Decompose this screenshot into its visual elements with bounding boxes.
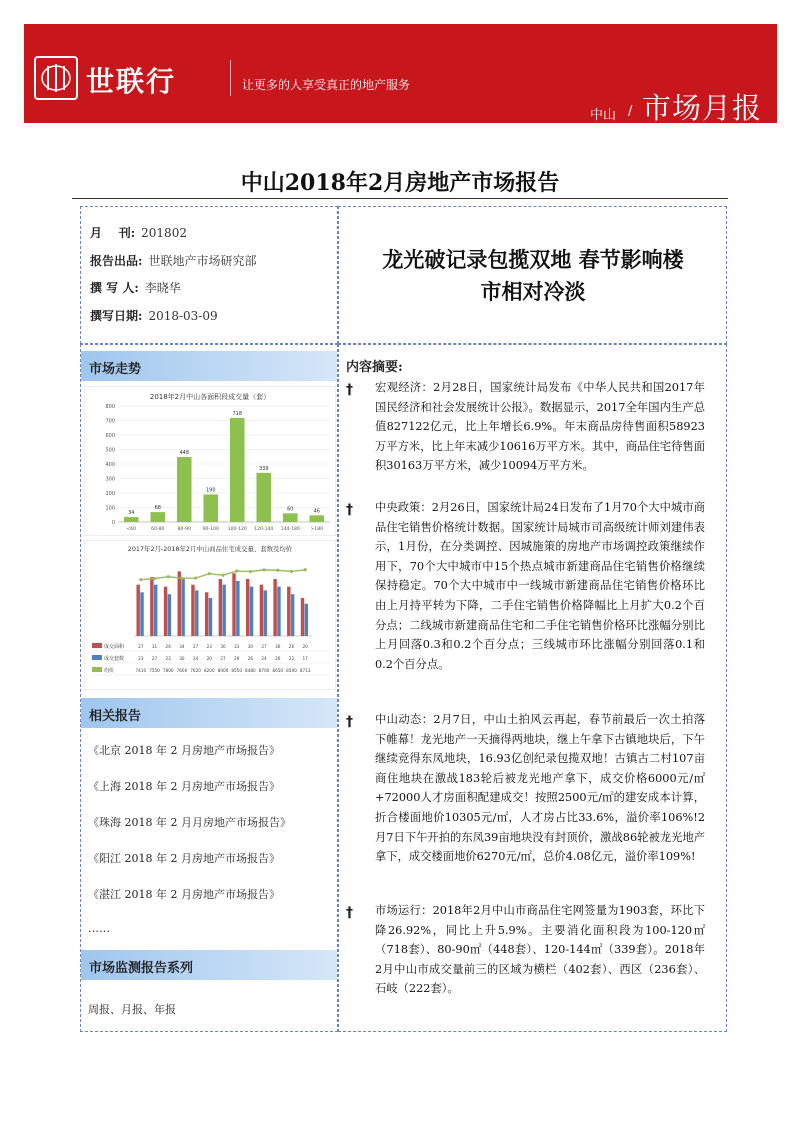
chart1-bar: [177, 457, 192, 522]
bullet-icon: †: [346, 382, 353, 398]
chart2-bar: [222, 585, 225, 636]
chart2-table-cell: 31: [151, 644, 158, 649]
bullet-icon: †: [346, 905, 353, 921]
chart1-data-label: 339: [258, 465, 269, 472]
chart2-legend-swatch: [92, 667, 102, 672]
chart2-table-cell: 26: [288, 644, 295, 649]
chart2-bar: [301, 598, 304, 636]
chart2-bar: [236, 581, 239, 636]
chart1-xtick: 60-80: [151, 527, 165, 532]
chart2-table-cell: 27: [261, 644, 267, 649]
chart2-table-cell: 27: [151, 656, 158, 661]
chart1-xtick: 100-120: [227, 527, 247, 532]
chart2-price-point: [208, 572, 211, 575]
chart2-bar: [181, 579, 184, 636]
chart2-price-point: [167, 575, 170, 578]
meta-date: [90, 307, 218, 324]
chart1-ytick: 0: [111, 520, 115, 526]
chart2-bar: [287, 587, 290, 636]
meta-issue-value: 201802: [141, 226, 187, 240]
chart2-table-cell: 34: [179, 644, 185, 649]
chart2-table-cell: 8713: [299, 668, 311, 673]
chart2-table-cell: 26: [275, 656, 281, 661]
chart1-xtick: 120-144: [254, 527, 274, 532]
bullet-icon: †: [346, 502, 353, 518]
monitor-series-items: 周报、月报、年报: [88, 1003, 176, 1016]
chart2-table-cell: 23: [206, 644, 212, 649]
chart2-price-point: [235, 569, 238, 572]
related-report-link[interactable]: 《上海 2018 年 2 月房地产市场报告》: [88, 780, 280, 793]
chart2-table-cell: 27: [192, 644, 199, 649]
chart2-legend-label: 均价: [104, 668, 115, 674]
report-title: 中山2018年2月房地产市场报告: [240, 170, 560, 196]
series-title: 市场月报: [642, 91, 763, 125]
meta-date-value: 2018-03-09: [148, 309, 218, 323]
section-monitor-series-label: 市场监测报告系列: [89, 961, 194, 976]
chart1-bar: [309, 515, 324, 522]
chart1-ytick: 600: [105, 433, 115, 439]
chart1-bar: [150, 512, 165, 522]
meta-issue: [90, 224, 187, 241]
chart2-table-cell: 22: [288, 656, 295, 661]
meta-author-label: 撰 写 人:: [90, 281, 139, 295]
chart2-price-point: [139, 578, 142, 581]
chart1-xtick: >180: [310, 527, 324, 532]
summary-macro: 宏观经济：2月28日，国家统计局发布《中华人民共和国2017年国民经济和社会发展统计公报》。数据显示，2017全年国内生产总值827122亿元，比上年增长6.9%。年末商品房待售面积58923万平方米，比上年末减少10616万平方米。其中，商品住宅待售面积30163万平方米，减少10094万平方米。: [375, 381, 705, 473]
summary-title: 内容摘要:: [346, 360, 403, 375]
chart1-ytick: 100: [105, 505, 115, 512]
chart1-bar: [283, 513, 298, 522]
chart2-table-cell: 27: [138, 644, 144, 649]
chart2-price-point: [221, 574, 224, 577]
chart2-table-cell: 7600: [176, 668, 188, 673]
meta-date-label: 撰写日期:: [90, 309, 143, 323]
brand-name: 世联行: [86, 65, 177, 98]
chart2-price-point: [249, 570, 252, 573]
chart2-table-cell: 20: [206, 656, 212, 661]
related-report-link[interactable]: 《湛江 2018 年 2 月房地产市场报告》: [88, 888, 280, 901]
chart2-bar: [219, 579, 222, 636]
chart1-data-label: 34: [128, 510, 135, 517]
chart2-bar: [277, 587, 280, 636]
chart1-xtick: 144-180: [280, 527, 300, 532]
chart2-table-cell: 8480: [245, 668, 256, 673]
chart2-table-cell: 7620: [190, 668, 201, 673]
chart2-price-point: [276, 569, 279, 572]
chart1-bar: [230, 418, 245, 522]
header-banner: [24, 24, 777, 123]
title-divider: [72, 198, 728, 199]
section-related-reports: [81, 698, 337, 728]
meta-publisher-label: 报告出品:: [90, 254, 143, 268]
chart2-price-point: [262, 568, 265, 571]
chart2-bar: [232, 573, 235, 636]
chart1-data-label: 68: [154, 505, 161, 512]
chart1-data-label: 46: [313, 508, 320, 515]
chart2-bar: [140, 592, 143, 636]
meta-author-value: 李晓华: [144, 281, 181, 295]
chart2-table-cell: 22: [165, 656, 171, 661]
chart2-table-cell: 20: [302, 644, 308, 649]
chart2-price-point: [180, 577, 183, 580]
chart2-bar: [209, 598, 212, 636]
meta-issue-label: 月 刊:: [90, 226, 136, 240]
chart1-bar: [124, 517, 139, 522]
chart2-table-cell: 26: [247, 656, 254, 661]
chart1-xtick: 80-90: [177, 527, 191, 532]
chart1-ytick: 700: [105, 418, 115, 425]
related-report-link[interactable]: 《阳江 2018 年 2 月房地产市场报告》: [88, 852, 280, 865]
chart2-bar: [136, 585, 139, 636]
chart1-data-label: 448: [179, 450, 190, 457]
bullet-icon: †: [346, 714, 353, 730]
meta-publisher-value: 世联地产市场研究部: [148, 254, 257, 268]
chart1-data-label: 60: [287, 506, 294, 513]
related-report-link[interactable]: 《珠海 2018 年 2 月月房地产市场报告》: [88, 816, 291, 829]
meta-author: [90, 279, 181, 296]
brand-divider: [230, 60, 231, 96]
chart2-bar: [250, 587, 253, 636]
chart2-bar: [291, 594, 294, 636]
chart1-title: 2018年2月中山各面积段成交量（套）: [149, 393, 271, 401]
chart1-data-label: 190: [205, 487, 216, 494]
chart2-bar: [164, 587, 167, 636]
chart2-price-point: [153, 577, 156, 580]
chart2-price-point: [304, 568, 307, 571]
chart2-legend-label: 成交套数: [104, 656, 125, 662]
chart2-table-cell: 8000: [217, 668, 229, 673]
chart1-bar: [203, 494, 218, 522]
meta-publisher: [90, 252, 256, 269]
chart2-table-cell: 23: [138, 656, 144, 661]
chart1-ytick: 800: [105, 404, 115, 410]
monthly-trend-chart: [84, 540, 336, 690]
related-ellipsis: ……: [88, 922, 110, 935]
chart2-bar: [264, 590, 267, 636]
chart1-bar: [256, 473, 271, 522]
area-segment-bar-chart: [84, 386, 336, 536]
chart2-table-cell: 24: [261, 656, 267, 661]
summary-market: 市场运行：2018年2月中山市商品住宅网签量为1903套，环比下降26.92%，同比上升5.9%。主要消化面积段为100-120㎡（718套）、80-90㎡（448套）、120-144㎡（339套）。2018年2月中山市成交量前三的区域为横栏（402套）、西区（236套）、石岐（222套）。: [375, 904, 705, 996]
chart2-bar: [273, 579, 276, 636]
chart2-table-cell: 7410: [135, 668, 147, 673]
headline-line-2: 市相对冷淡: [480, 280, 586, 304]
chart2-table-cell: 17: [302, 656, 308, 661]
brand-slogan: 让更多的人享受真正的地产服务: [242, 78, 411, 92]
chart2-table-cell: 7550: [149, 668, 160, 673]
chart2-bar: [191, 585, 194, 636]
city-tag: 中山: [590, 108, 617, 123]
chart1-ytick: 500: [105, 447, 115, 454]
chart2-table-cell: 30: [179, 656, 185, 661]
chart2-legend-swatch: [92, 655, 102, 660]
chart1-xtick: 90-100: [202, 527, 219, 532]
header-slash: /: [628, 104, 633, 119]
summary-policy: 中央政策：2月26日，国家统计局24日发布了1月70个大中城市商品住宅销售价格统计数据。国家统计局城市司高级统计师刘建伟表示，1月份，在分类调控、因城施策的房地产市场调控政策继续作用下，70个大中城市中15个热点城市新建商品住宅销售价格继续保持稳定。70个大中城市中一线城市新建商品住宅销售价格环比由上月持平转为下降，二手住宅销售价格降幅比上月扩大0.2个百分点；二线城市新建商品住宅和二手住宅销售价格环比涨幅分别比上月回落0.3和0.2个百分点；三线城市环比涨幅分别回落0.1和0.2个百分点。: [375, 501, 705, 671]
chart2-table-cell: 8700: [258, 668, 270, 673]
chart2-legend-label: 成交面积: [104, 644, 125, 650]
chart2-table-cell: 8500: [286, 668, 297, 673]
chart2-legend-swatch: [92, 643, 102, 648]
section-market-trend-label: 市场走势: [89, 362, 142, 377]
chart2-table-cell: 24: [192, 656, 199, 661]
summary-zhongshan: 中山动态：2月7日，中山土拍风云再起，春节前最后一次土拍落下帷幕！龙光地产一天摘得两地块，继上午拿下古镇地块后，下午继续竞得东凤地块，16.93亿创纪录包揽双地！古镇古二村107亩商住地块在激战183轮后被龙光地产拿下，成交价格6000元/㎡+72000人才房面积配建成交！按照2500元/㎡的建安成本计算，折合楼面地价10305元/㎡，人才房占比33.6%，溢价率106%!2月7日下午开拍的东凤39亩地块没有封顶价，激战86轮被龙光地产拿下，成交楼面地价6270元/㎡，总价4.08亿元，溢价率109%!: [375, 713, 705, 864]
chart2-bar: [205, 592, 208, 636]
chart2-table-cell: 26: [165, 644, 171, 649]
section-monitor-series: [81, 950, 337, 980]
chart2-bar: [305, 604, 308, 636]
chart2-title: 2017年2月-2018年2月中山商品住宅成交量、套数及均价: [127, 545, 293, 553]
chart1-xtick: <60: [126, 527, 137, 532]
related-report-link[interactable]: 《北京 2018 年 2 月房地产市场报告》: [88, 744, 280, 757]
chart1-data-label: 718: [232, 410, 243, 417]
chart2-table-cell: 30: [247, 644, 254, 649]
chart1-ytick: 300: [105, 476, 115, 483]
chart2-table-cell: 8200: [203, 668, 215, 673]
chart2-price-point: [290, 570, 293, 573]
chart2-bar: [195, 590, 198, 636]
chart2-table-cell: 8550: [231, 668, 243, 673]
chart2-table-cell: 29: [234, 656, 240, 661]
section-market-trend: [81, 351, 337, 381]
chart2-price-point: [194, 576, 197, 579]
chart1-ytick: 200: [105, 491, 115, 497]
brand-logo-icon: [34, 56, 78, 100]
chart2-table-cell: 33: [234, 644, 240, 649]
headline-line-1: 龙光破记录包揽双地 春节影响楼: [382, 248, 684, 272]
chart2-bar: [246, 579, 249, 636]
report-headline: [344, 244, 722, 308]
chart2-table-cell: 8650: [272, 668, 284, 673]
chart1-ytick: 400: [105, 462, 115, 468]
chart2-bar: [154, 585, 157, 636]
chart2-bar: [168, 594, 171, 636]
section-related-reports-label: 相关报告: [89, 709, 142, 724]
chart2-table-cell: 30: [275, 644, 281, 649]
chart2-bar: [178, 571, 181, 636]
chart2-bar: [260, 585, 263, 636]
chart2-table-cell: 30: [220, 644, 226, 649]
chart2-table-cell: 7800: [162, 668, 174, 673]
chart2-table-cell: 27: [220, 656, 226, 661]
chart2-bar: [150, 577, 153, 636]
